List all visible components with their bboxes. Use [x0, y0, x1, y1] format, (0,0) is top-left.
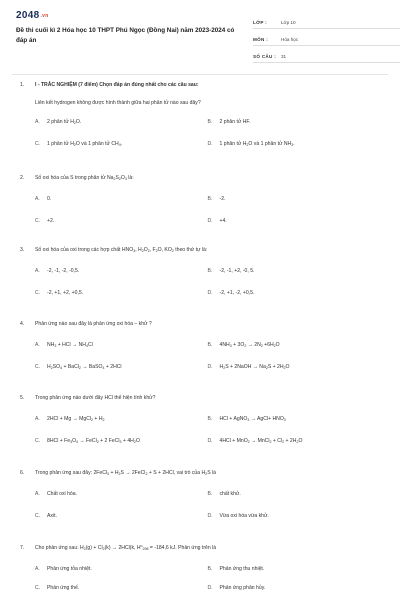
- meta-question-count: SỐ CÂU : 31: [253, 50, 400, 63]
- option-c[interactable]: C. +2.: [35, 218, 55, 224]
- option-a[interactable]: A. Chất oxi hóa.: [35, 491, 78, 497]
- option-b[interactable]: B. chất khử.: [207, 491, 241, 497]
- site-logo[interactable]: $2048^{.vn}$: [16, 10, 49, 21]
- question-1: 1. I - TRẮC NGHIỆM (7 điểm) Chọn đáp án đúng nhất cho các câu sau: Liên kết hydrogen không được hình thành giữa hai phân tử nào sau đây? A. 2 phân tử $H_2O$. B. 2 phân tử HF. C. 1 phân tử $H_2O$ và 1 phân tử $CH_4$. D. 1 phân tử $H_2O$ và 1 phân tử $NH_3$.: [20, 81, 380, 148]
- meta-class: LỚP : Lớp 10: [253, 16, 400, 29]
- option-d[interactable]: D. -2, +1, -2, +0,5.: [207, 290, 255, 296]
- header-divider: [12, 74, 388, 75]
- question-5: 5. Trong phản ứng nào dưới đây HCl thể hiện tính khử? A. 2HCl + Mg → MgCl$_2$ + $H_2$ B. HCl + AgNO$_3$ → AgCl+ $HNO_3$ C. $8HCl + Fe_3O_4$ → FeCl$_2$ + 2 FeCl$_3$ + $4H_2O$ D. 4HCl + MnO$_2$ → MnCl$_2$ + $Cl_2 + 2H_2O$: [20, 394, 380, 445]
- question-2: 2. Số oxi hóa của S trong phân tử $Na_2S_2O_3$ là: A. 0. B. -2. C. +2. D. +4.: [20, 174, 380, 225]
- option-b[interactable]: B. Phản ứng thu nhiệt.: [207, 566, 265, 572]
- header: [16, 10, 384, 70]
- option-a[interactable]: A. Phản ứng tỏa nhiệt.: [35, 566, 92, 572]
- exam-title: Đề thi cuối kì 2 Hóa học 10 THPT Phú Ngọc (Đồng Nai) năm 2023-2024 có đáp án: [16, 27, 235, 44]
- option-d[interactable]: D. Phản ứng phân hủy.: [207, 585, 266, 591]
- question-3: 3. Số oxi hóa của oxi trong các hợp chất $HNO_3$, $H_2O_2$, $F_2O$, $KO_2$ theo thứ tự là: A. -2, -1, -2, -0,5. B. -2, -1, +2, -0, 5. C. -2, +1, +2, +0,5. D. -2, +1, -2, +0,5.: [20, 246, 380, 297]
- option-c[interactable]: C. $H_2SO_4$ + BaCl$_2$ → BaSO$_4$ + 2HCl: [35, 364, 122, 370]
- option-b[interactable]: B. -2, -1, +2, -0, 5.: [207, 268, 255, 274]
- option-c[interactable]: C. 1 phân tử $H_2O$ và 1 phân tử $CH_4$.: [35, 141, 123, 147]
- option-d[interactable]: D. 1 phân tử $H_2O$ và 1 phân tử $NH_3$.: [207, 141, 295, 147]
- option-c[interactable]: C. $8HCl + Fe_3O_4$ → FeCl$_2$ + 2 FeCl$_3$ + $4H_2O$: [35, 438, 140, 444]
- option-c[interactable]: C. Axit.: [35, 513, 57, 519]
- option-d[interactable]: D. $H_2S$ + 2NaOH → $Na_2S + 2H_2O$: [207, 364, 290, 370]
- question-7: 7. Cho phản ứng sau: $H_2(g) + Cl_2(k) \to 2HCl(k$, $H^o_{298} = -184,6$ kJ. Phản ứng trên là A. Phản ứng tỏa nhiệt. B. Phản ứng thu nhiệt. C. Phản ứng thế. D. Phản ứng phân hủy.: [20, 544, 380, 592]
- option-a[interactable]: A. -2, -1, -2, -0,5.: [35, 268, 80, 274]
- option-d[interactable]: D. Vừa oxi hóa vừa khử.: [207, 513, 269, 519]
- question-4: 4. Phản ứng nào sau đây là phản ứng oxi hóa – khử ? A. $NH_3$ + HCl → $NH_4Cl$ B. $4NH_3 + 3O_2 \to 2N_2 +6H_2O$ C. $H_2SO_4$ + BaCl$_2$ → BaSO$_4$ + 2HCl D. $H_2S$ + 2NaOH → $Na_2S + 2H_2O$: [20, 320, 380, 371]
- option-a[interactable]: A. $NH_3$ + HCl → $NH_4Cl$: [35, 342, 93, 348]
- exam-meta: [253, 16, 400, 67]
- option-b[interactable]: B. 2 phân tử HF.: [207, 119, 251, 125]
- option-a[interactable]: A. 0.: [35, 196, 52, 202]
- option-b[interactable]: B. $4NH_3 + 3O_2 \to 2N_2 +6H_2O$: [207, 342, 280, 348]
- option-c[interactable]: C. -2, +1, +2, +0,5.: [35, 290, 84, 296]
- option-b[interactable]: B. HCl + AgNO$_3$ → AgCl+ $HNO_3$: [207, 416, 286, 422]
- option-b[interactable]: B. -2.: [207, 196, 226, 202]
- question-6: 6. Trong phản ứng sau đây: 2FeCl$_3$ + $H_2S$ → 2FeCl$_2$ + S + 2HCl, vai trò của $H_2S$ là A. Chất oxi hóa. B. chất khử. C. Axit. D. Vừa oxi hóa vừa khử.: [20, 469, 380, 520]
- meta-subject: MÔN : Hóa học: [253, 33, 400, 46]
- option-d[interactable]: D. +4.: [207, 218, 227, 224]
- option-a[interactable]: A. 2 phân tử $H_2O$.: [35, 119, 82, 125]
- option-a[interactable]: A. 2HCl + Mg → MgCl$_2$ + $H_2$: [35, 416, 105, 422]
- option-c[interactable]: C. Phản ứng thế.: [35, 585, 80, 591]
- option-d[interactable]: D. 4HCl + MnO$_2$ → MnCl$_2$ + $Cl_2 + 2H_2O$: [207, 438, 303, 444]
